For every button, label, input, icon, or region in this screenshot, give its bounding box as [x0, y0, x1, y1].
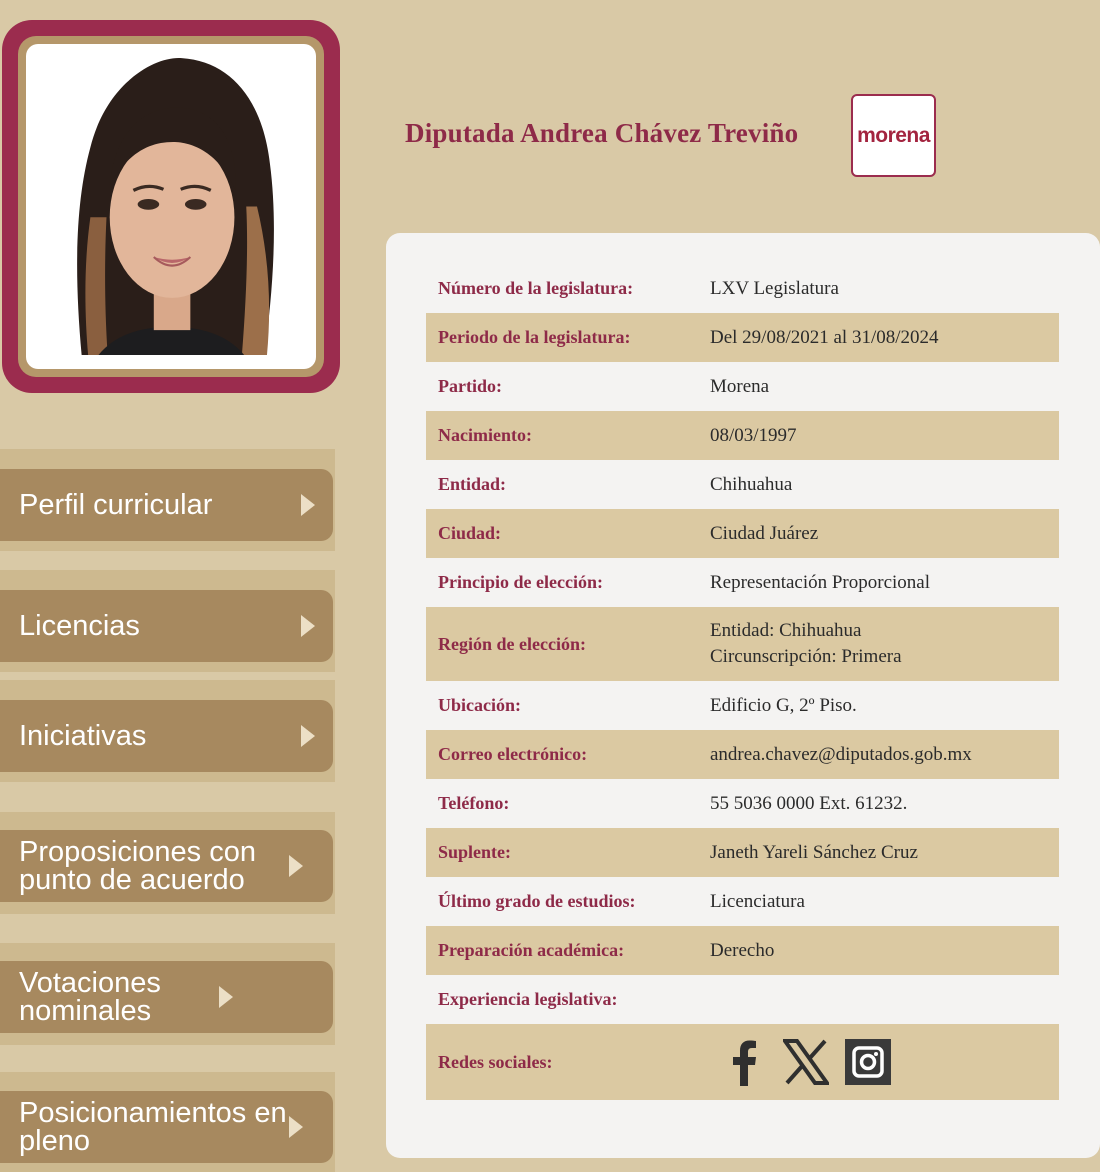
info-value: Chihuahua — [710, 473, 793, 495]
info-label: Teléfono: — [438, 793, 510, 813]
party-logo: morena — [851, 94, 936, 177]
menu-label: Perfil curricular — [19, 489, 213, 521]
info-row — [426, 264, 1059, 313]
info-label: Experiencia legislativa: — [438, 989, 618, 1009]
info-row — [426, 975, 1059, 1024]
facebook-icon[interactable] — [720, 1038, 768, 1086]
info-value: LXV Legislatura — [710, 277, 839, 299]
info-label: Periodo de la legislatura: — [438, 327, 631, 347]
info-label: Ubicación: — [438, 695, 521, 715]
menu-label: Votaciones nominales — [19, 967, 161, 1027]
info-row — [426, 828, 1059, 877]
info-row — [426, 558, 1059, 607]
menu-licencias[interactable] — [0, 590, 333, 662]
info-label: Preparación académica: — [438, 940, 625, 960]
info-label: Redes sociales: — [438, 1051, 553, 1072]
chevron-right-icon — [289, 855, 303, 877]
info-table — [426, 264, 1059, 1100]
info-row — [426, 877, 1059, 926]
info-row — [426, 313, 1059, 362]
info-label: Principio de elección: — [438, 572, 603, 592]
info-row — [426, 460, 1059, 509]
chevron-right-icon — [301, 615, 315, 637]
social-links — [710, 1038, 1059, 1086]
menu-label: Iniciativas — [19, 720, 147, 752]
info-value: Edificio G, 2º Piso. — [710, 694, 857, 716]
info-row — [426, 411, 1059, 460]
profile-photo — [42, 58, 300, 355]
info-row — [426, 1024, 1059, 1100]
info-label: Partido: — [438, 376, 502, 396]
info-label: Suplente: — [438, 842, 512, 862]
info-value-line: Circunscripción: Primera — [710, 646, 902, 667]
menu-label: Licencias — [19, 610, 140, 642]
info-value: Del 29/08/2021 al 31/08/2024 — [710, 326, 939, 348]
info-label: Ciudad: — [438, 523, 502, 543]
info-value — [710, 618, 1059, 670]
menu-perfil-curricular[interactable] — [0, 469, 333, 541]
info-value: Janeth Yareli Sánchez Cruz — [710, 841, 918, 863]
info-row — [426, 362, 1059, 411]
menu-votaciones-nominales[interactable] — [0, 961, 333, 1033]
info-value: 08/03/1997 — [710, 424, 797, 446]
x-icon[interactable] — [782, 1038, 830, 1086]
info-label: Número de la legislatura: — [438, 278, 634, 298]
menu-label: Posicionamientos en pleno — [19, 1097, 287, 1157]
info-value-line: Entidad: Chihuahua — [710, 620, 862, 641]
info-value: 55 5036 0000 Ext. 61232. — [710, 792, 908, 814]
info-label: Región de elección: — [438, 633, 586, 654]
menu-proposiciones[interactable] — [0, 830, 333, 902]
chevron-right-icon — [301, 725, 315, 747]
chevron-right-icon — [289, 1116, 303, 1138]
chevron-right-icon — [219, 986, 233, 1008]
info-label: Último grado de estudios: — [438, 891, 636, 911]
chevron-right-icon — [301, 494, 315, 516]
menu-label: Proposiciones con punto de acuerdo — [19, 836, 256, 896]
info-row — [426, 509, 1059, 558]
info-row — [426, 730, 1059, 779]
instagram-icon[interactable] — [844, 1038, 892, 1086]
info-row — [426, 779, 1059, 828]
info-value: Representación Proporcional — [710, 571, 931, 593]
info-row — [426, 681, 1059, 730]
info-value: Morena — [710, 375, 770, 397]
menu-posicionamientos[interactable] — [0, 1091, 333, 1163]
profile-photo-frame — [2, 20, 340, 393]
info-label: Entidad: — [438, 474, 507, 494]
page-title: Diputada Andrea Chávez Treviño — [405, 118, 799, 148]
info-value: Derecho — [710, 939, 775, 961]
info-label: Nacimiento: — [438, 425, 532, 445]
info-row — [426, 607, 1059, 681]
info-value: Licenciatura — [710, 890, 805, 912]
menu-iniciativas[interactable] — [0, 700, 333, 772]
info-label: Correo electrónico: — [438, 744, 588, 764]
info-row — [426, 926, 1059, 975]
info-value: Ciudad Juárez — [710, 522, 819, 544]
email-link[interactable]: andrea.chavez@diputados.gob.mx — [710, 743, 972, 765]
